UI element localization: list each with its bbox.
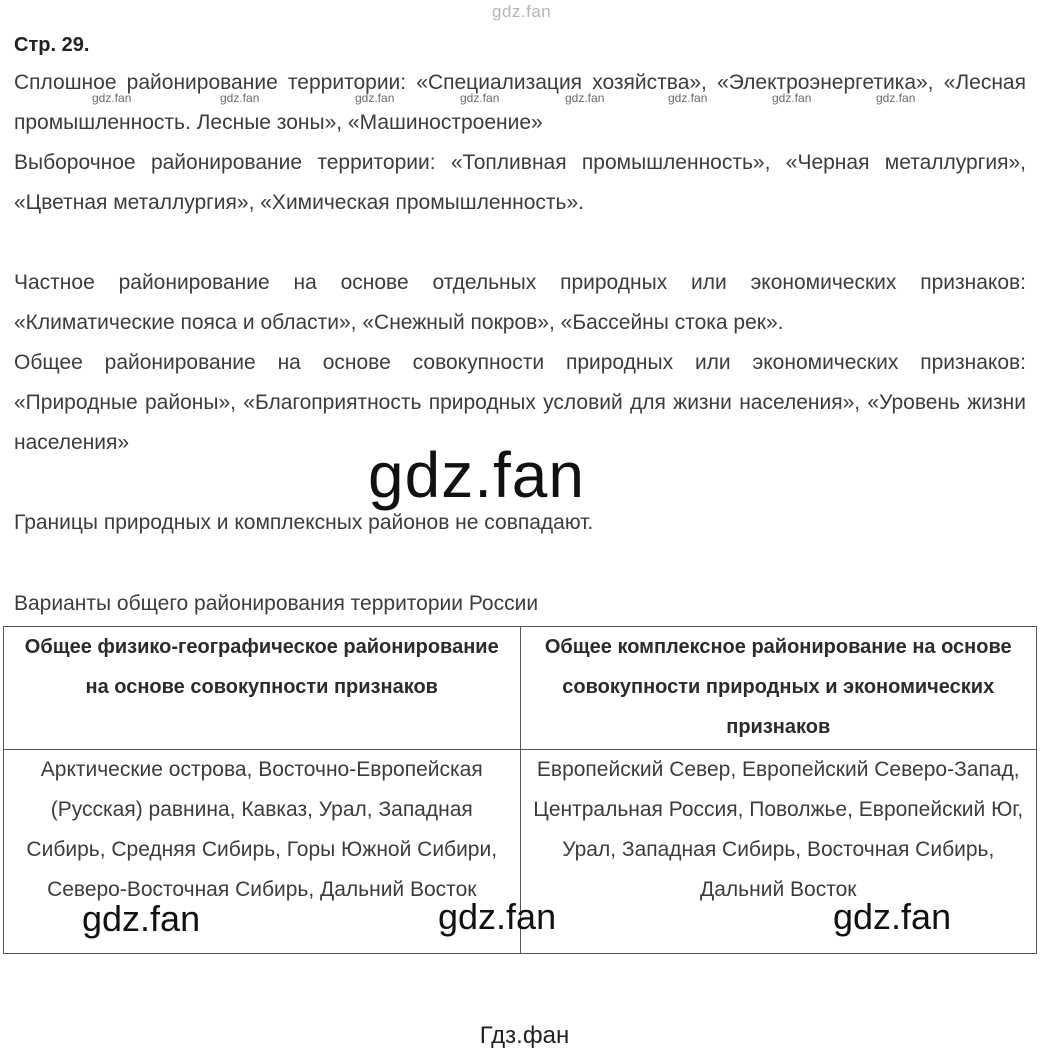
watermark-small-5: gdz.fan	[565, 91, 605, 105]
table-header-row	[4, 627, 1037, 750]
table-header-physical: Общее физико-географическое районирование на основе совокупности признаков	[4, 627, 521, 750]
page-title: Стр. 29.	[14, 34, 90, 56]
table-cell-complex: Европейский Север, Европейский Северо-Запад, Центральная Россия, Поволжье, Европейский Юг, Урал, Западная Сибирь, Восточная Сибирь, Дальний Восток	[520, 750, 1037, 954]
paragraph-general-zoning: Общее районирование на основе совокупности природных или экономических признаков: «Природные районы», «Благоприятность природных условий для жизни населения», «Уровень жизни населения»	[14, 351, 1026, 454]
watermark-top: gdz.fan	[492, 2, 552, 21]
paragraph-borders: Границы природных и комплексных районов не совпадают.	[14, 511, 594, 534]
paragraph-selective-zoning: Выборочное районирование территории: «Топливная промышленность», «Черная металлургия», «Цветная металлургия», «Химическая промышленность».	[14, 151, 1026, 214]
watermark-small-7: gdz.fan	[772, 91, 812, 105]
paragraph-solid-zoning: Сплошное районирование территории: «Специализация хозяйства», «Электроэнергетика», «Лесная промышленность. Лесные зоны», «Машиностроение»	[14, 71, 1026, 134]
watermark-small-1: gdz.fan	[92, 91, 132, 105]
watermark-small-2: gdz.fan	[220, 91, 260, 105]
watermark-bottom-left: gdz.fan	[82, 898, 201, 939]
watermark-small-6: gdz.fan	[668, 91, 708, 105]
table-cell-physical: Арктические острова, Восточно-Европейская (Русская) равнина, Кавказ, Урал, Западная Сибирь, Средняя Сибирь, Горы Южной Сибири, Северо-Восточная Сибирь, Дальний Восток	[4, 750, 521, 954]
watermark-bottom-center: gdz.fan	[438, 896, 557, 937]
watermark-big: gdz.fan	[368, 439, 585, 511]
watermark-small-4: gdz.fan	[460, 91, 500, 105]
table-caption: Варианты общего районирования территории России	[14, 592, 539, 615]
watermark-small-8: gdz.fan	[876, 91, 916, 105]
footer-label: Гдз.фан	[479, 1022, 570, 1049]
table-header-complex: Общее комплексное районирование на основе совокупности природных и экономических признаков	[520, 627, 1037, 750]
watermark-bottom-right: gdz.fan	[833, 896, 952, 937]
watermark-small-3: gdz.fan	[355, 91, 395, 105]
paragraph-private-zoning: Частное районирование на основе отдельных природных или экономических признаков: «Климатические пояса и области», «Снежный покров», «Бассейны стока рек».	[14, 271, 1026, 334]
